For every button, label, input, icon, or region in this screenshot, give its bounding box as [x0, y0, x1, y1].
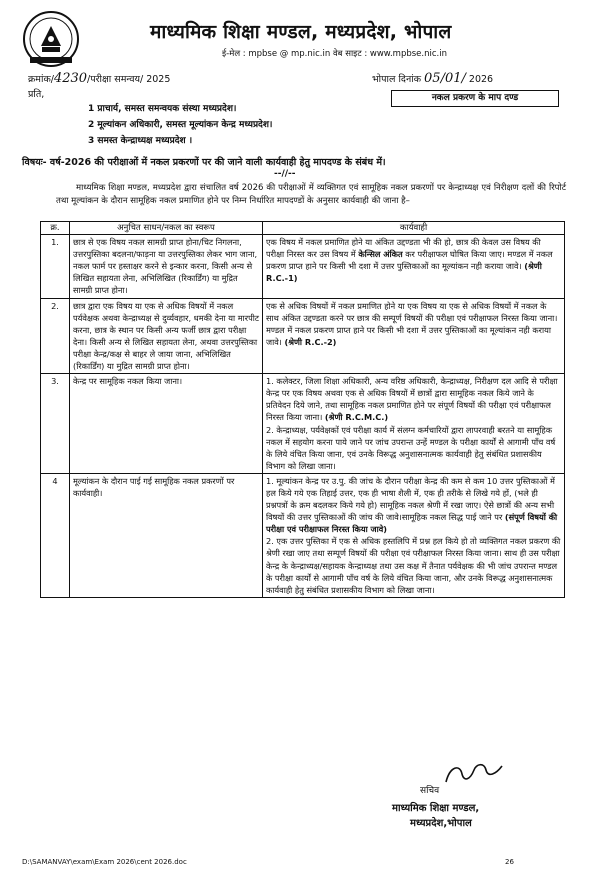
secretary-label: सचिव [420, 786, 440, 796]
row-sr: 2. [41, 298, 70, 374]
row-action [263, 374, 565, 474]
action-point-1: 1. मूल्यांकन केन्द्र पर उ.पु. की जांच के दौरान परीक्षा केन्द्र की कम से कम 10 उत्तर पुस्तिकाओं में हल किये गये एक तिहाई उत्तर, एक ही भाषा शैली में, एक ही तरीके से लिखे गये हों, (भले ही प्रश्नपत्रों के क्रम बदलकर किये गये हो) सामूहिक नकल श्रेणी में रखा जाए। ऐसे छात्रों की अन्य सभी विषयों की उत्तर पुस्तिकाओं की जांच की जावे।सामूहिक नकल सिद्ध पाई जाने पर [266, 475, 555, 523]
row-sr: 3. [41, 374, 70, 474]
row-nature: केन्द्र पर सामूहिक नकल किया जाना। [70, 374, 263, 474]
row-nature: मूल्यांकन के दौरान पाई गई सामूहिक नकल प्रकरणों पर कार्यवाही। [70, 473, 263, 597]
row-sr: 4 [41, 473, 70, 597]
addressee-1: 1 प्राचार्य, समस्त समन्वयक संस्था मध्यप्रदेश। [88, 104, 237, 114]
date-handwritten: 05/01/ [424, 71, 466, 86]
reference-number [28, 71, 170, 86]
criteria-table [40, 221, 565, 598]
date-year: 2026 [468, 74, 494, 85]
addressee-2: 2 मूल्यांकन अधिकारी, समस्त मूल्यांकन केन्द्र मध्यप्रदेश। [88, 120, 273, 130]
header-nature: अनुचित साधन/नकल का स्वरूप [70, 222, 263, 235]
subject-text: वर्ष-2026 की परीक्षाओं में नकल प्रकरणों पर की जाने वाली कार्यवाही हेतु मापदण्ड के संबंध में। [49, 157, 386, 168]
subject-label: विषयः- [22, 157, 47, 168]
action-point-2: 2. एक उत्तर पुस्तिका में एक से अधिक हस्तलिपि में प्रश्न हल किये हो तो व्यक्तिगत नकल प्रकरण की श्रेणी रखा जाए तथा सम्पूर्ण विषयों की परीक्षा एवं परीक्षाफल निरस्त किया जाना। साथ ही उस परीक्षा केन्द्र के केन्द्राध्यक्ष/सहायक केन्द्राध्यक्ष तथा उस कक्ष में तैनात पर्यवेक्षक की भी जांच उपरान्त मण्डल के परीक्षा कार्यों से आगामी पाँच वर्ष के लिये वंचित किया जाना, और उनके विरूद्ध अनुशासनात्मक कार्यवाही हेतु संबंधित प्रशासकीय विभाग को लिखा जाना। [266, 536, 561, 595]
table-header-row [41, 222, 565, 235]
row-action [263, 473, 565, 597]
header-action: कार्यवाही [263, 222, 565, 235]
prati-label: प्रति, [28, 89, 45, 100]
org-name: माध्यमिक शिक्षा मण्डल, मध्यप्रदेश, भोपाल [150, 21, 452, 43]
addressee-3: 3 समस्त केन्द्राध्यक्ष मध्यप्रदेश । [88, 136, 193, 146]
file-path: D:\SAMANVAY\exam\Exam 2026\cent 2026.doc [22, 858, 187, 866]
action-point-1: 1. कलेक्टर, जिला शिक्षा अधिकारी, अन्य वरिष्ठ अधिकारी, केन्द्राध्यक्ष, निरीक्षण दल आदि से परीक्षा केन्द्र पर एक विषय अथवा एक से अधिक विषयों में छात्रों द्वारा सामूहिक नकल किये जाने के प्रतिवेदन दिये जाने, तथा सामूहिक नकल प्रमाणित होने पर संपूर्ण विषयों की परीक्षा एवं परीक्षाफल निरस्त किया जाना। [266, 376, 558, 423]
document-title-box: नकल प्रकरण के माप दण्ड [391, 90, 559, 107]
subject-line [22, 155, 386, 168]
signature-office-line1: माध्यमिक शिक्षा मण्डल, [392, 803, 480, 814]
handwritten-signature [440, 760, 510, 788]
row-action [263, 298, 565, 374]
action-text: एक विषय में नकल प्रमाणित होने या अंकित उद्दण्डता भी की हो, छात्र की केवल उस विषय की परीक्षा निरस्त कर उस विषय में [266, 237, 541, 260]
intro-paragraph [56, 182, 566, 207]
ref-number-handwritten: 4230 [53, 71, 88, 86]
row-nature: छात्र द्वारा एक विषय या एक से अधिक विषयों में नकल पर्यवेक्षक अथवा केन्द्राध्यक्ष से दुर्व्यवहार, धमकी देना या मारपीट करना, छात्र के स्थान पर किसी अन्य फर्जी छात्र द्वारा परीक्षा देना। किसी अन्य से लिखित सहायता लेना, अथवा उत्तरपुस्तिका परीक्षा केन्द्र/कक्ष से बाहर ले जाया जाना, अभिलिखित (रिकार्डिंग) या मुद्रित सामग्री प्राप्त होना। [70, 298, 263, 374]
table-row [41, 235, 565, 298]
board-seal-logo [22, 10, 80, 68]
header-sr: क्र. [41, 222, 70, 235]
issue-date [372, 71, 493, 86]
row-action [263, 235, 565, 298]
signature-office-line2: मध्यप्रदेश,भोपाल [410, 818, 472, 829]
ref-suffix: /परीक्षा समन्वय/ 2025 [87, 74, 171, 85]
category-label: (श्रेणी R.C.-2) [284, 336, 337, 347]
row-sr: 1. [41, 235, 70, 298]
action-point-2: 2. केन्द्राध्यक्ष, पर्यवेक्षकों एवं परीक्षा कार्य में संलग्न कर्मचारियों द्वारा लापरवाही बरतने या सामूहिक नकल में सहयोग करना पाये जाने पर जांच उपरान्त उन्हें मण्डल के परीक्षा कार्यों से आगामी पाँच वर्ष के लिये वंचित किया जाना, एवं उनके विरूद्ध अनुशासनात्मक कार्यवाही हेतु संबंधित प्रशासकीय विभाग को लिखा जाना। [266, 424, 556, 471]
separator: --//-- [274, 169, 296, 179]
row-nature: छात्र से एक विषय नकल सामग्री प्राप्त होना/चिट निगलना, उत्तरपुस्तिका बदलना/फाड़ना या उत्तरपुस्तिका लेकर भाग जाना, नकल फार्म पर हस्ताक्षर करने से इन्कार करना, किसी अन्य से लिखित सहायता लेना, अभिलिखित (रिकार्डिंग) या मुद्रित सामग्री प्राप्त होना। [70, 235, 263, 298]
action-bold-text: (संपूर्ण विषयों की परीक्षा एवं परीक्षाफल निरस्त किया जावे) [266, 512, 558, 535]
intro-text: माध्यमिक शिक्षा मण्डल, मध्यप्रदेश द्वारा संचालित वर्ष 2026 की परीक्षाओं में व्यक्तिगत एवं सामूहिक नकल प्रकरणों पर केन्द्राध्यक्ष एवं निरीक्षण दलों की रिपोर्ट तथा मूल्यांकन के दौरान सामूहिक नकल प्रमाणित होने पर निम्न निर्धारित मापदण्डों के अनुसार कार्यवाही की जाना है– [56, 183, 566, 206]
action-text-rest: कर परीक्षाफल घोषित किया जाए। मण्डल में नकल प्रकरण प्राप्त हाने पर किसी भी दशा में उत्तर पुस्तिकाओं का मूल्यांकन नही कराया जावे। [266, 249, 553, 272]
contact-line: ई-मेल : mpbse @ mp.nic.in वेब साइट : www.mpbse.nic.in [222, 49, 447, 59]
action-bold-text: केन्सिल अंकित [358, 249, 403, 260]
ref-prefix: क्रमांक/ [28, 74, 54, 85]
table-row [41, 298, 565, 374]
category-label: (श्रेणी R.C.M.C.) [324, 412, 389, 423]
table-row [41, 374, 565, 474]
category-label: (श्रेणी R.C.-1) [266, 261, 542, 284]
action-text: एक से अधिक विषयों में नकल प्रमाणित होने या एक विषय या एक से अधिक विषयों में नकल के साथ अंकित उद्दण्डता करने पर छात्र की सम्पूर्ण विषयों की परीक्षा एवं परीक्षाफल निरस्त किया जाना। मण्डल में नकल प्रकरण प्राप्त हाने पर किसी भी दशा में उत्तर पुस्तिकाओं का मूल्यांकन नही कराया जावे। [266, 300, 558, 347]
page-number: 26 [505, 858, 514, 866]
table-row [41, 473, 565, 597]
date-prefix: भोपाल दिनांक [372, 74, 421, 85]
